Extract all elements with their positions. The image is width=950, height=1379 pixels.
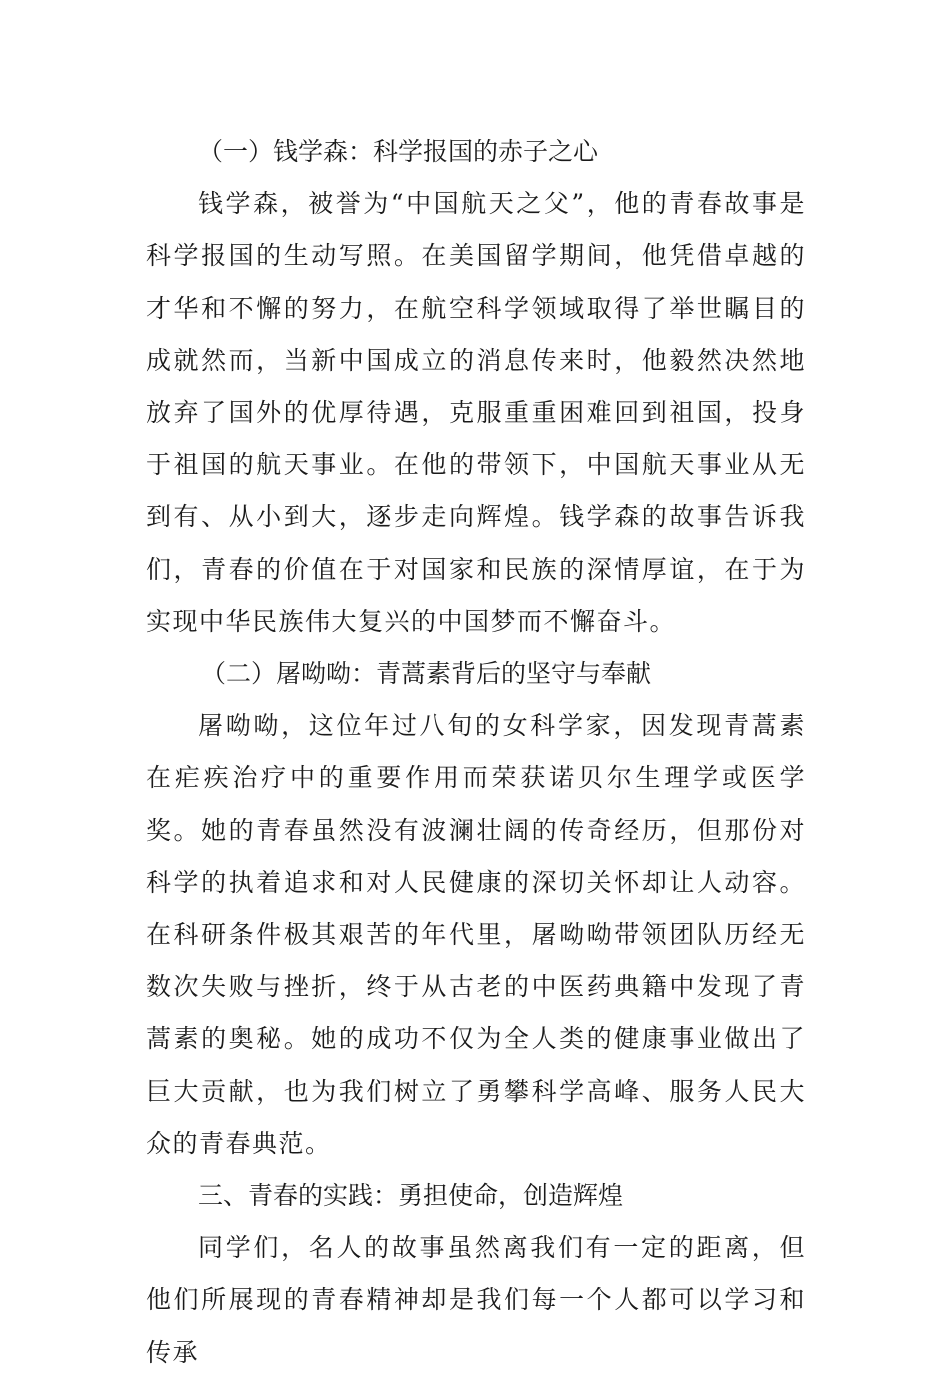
document-body (146, 126, 806, 1379)
section-heading-youth-practice: 三、青春的实践：勇担使命，创造辉煌 (198, 1181, 624, 1211)
paragraph-qian-xuesen: 钱学森，被誉为“中国航天之父”，他的青春故事是科学报国的生动写照。在美国留学期间，他凭借卓越的才华和不懈的努力，在航空科学领域取得了举世瞩目的成就然而，当新中国成立的消息传来时，他毅然决然地放弃了国外的优厚待遇，克服重重困难回到祖国，投身于祖国的航天事业。在他的带领下，中国航天事业从无到有、从小到大，逐步走向辉煌。钱学森的故事告诉我们，青春的价值在于对国家和民族的深情厚谊，在于为实现中华民族伟大复兴的中国梦而不懈奋斗。 (146, 189, 806, 636)
paragraph-youth-practice: 同学们，名人的故事虽然离我们有一定的距离，但他们所展现的青春精神却是我们每一个人都可以学习和传承 (146, 1233, 806, 1367)
section-heading-tu-youyou: （二）屠呦呦：青蒿素背后的坚守与奉献 (201, 659, 652, 689)
paragraph-tu-youyou: 屠呦呦，这位年过八旬的女科学家，因发现青蒿素在疟疾治疗中的重要作用而荣获诺贝尔生理学或医学奖。她的青春虽然没有波澜壮阔的传奇经历，但那份对科学的执着追求和对人民健康的深切关怀却让人动容。在科研条件极其艰苦的年代里，屠呦呦带领团队历经无数次失败与挫折，终于从古老的中医药典籍中发现了青蒿素的奥秘。她的成功不仅为全人类的健康事业做出了巨大贡献，也为我们树立了勇攀科学高峰、服务人民大众的青春典范。 (146, 711, 806, 1158)
section-heading-qian-xuesen: （一）钱学森：科学报国的赤子之心 (198, 137, 599, 166)
